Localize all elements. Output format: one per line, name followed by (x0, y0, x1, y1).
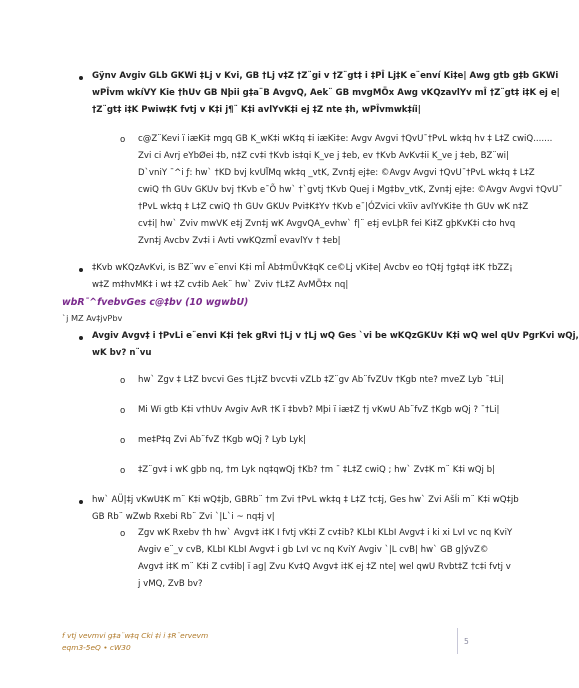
section-subheading: `j MZ Av‡jvPbv (62, 313, 123, 323)
bullet-dot (79, 268, 83, 272)
bullet-dot (79, 500, 83, 504)
paragraph-line: c@Z¨Kevi ï iæKi‡ mgq GB K_wK‡i wK‡q ‡i iæKi‡e: Avgv Avgvi †QvU¯†PvL wk‡q hv ‡ L‡Z cwiQ....... (138, 134, 553, 144)
footer-line: f vtj vevmvi g‡a¨w‡q Cki ‡i i ‡R¨ervevm (62, 631, 209, 640)
page-number: 5 (464, 637, 469, 646)
sub-bullet-circle: o (120, 406, 126, 416)
paragraph-line: D`vniY ¯^i ƒ: hw` †KD bvj kvUl̈Mq wk‡q _vtK, Zvn‡j ej‡e: ©Avgv Avgvi †QvU¯†PvL wk‡q ‡ L‡Z (138, 168, 535, 178)
paragraph-line: GB Rb¨ wZwb Rxebi Rb¨ Zvi `|L`i ~ nq‡j v| (92, 512, 275, 522)
sub-bullet-circle: o (120, 376, 126, 386)
sub-bullet-circle: o (120, 436, 126, 446)
list-item: ‡Z¨gv‡ i wK gþb nq, †m Lyk nq‡qwQj †Kb? †m ¯ ‡L‡Z cwiQ ; hw` Zv‡K m¨ K‡i wQj b| (138, 465, 496, 475)
paragraph-line: Zvi ci Avrj eYbØei ‡b, n‡Z cv‡i †Kvb is‡qi K_ve j ‡eb, ev †Kvb AvKv‡ii K_ve j ‡eb, BZ¨wi| (138, 151, 509, 161)
list-item: Mi Wi gtb K‡i v†hUv Avgiv AvR †K ï ‡bvb? Mþi ï iæ‡Z †j vKwU Ab¨fvZ †Kgb wQj ? ¯†Li| (138, 405, 500, 415)
footer-line: eqm3-5eQ • cW30 (62, 643, 131, 652)
bullet-dot (79, 336, 83, 340)
paragraph-line: Avgiv Avgv‡ i †PvLi e¨envi K‡i †ek gRvi †Lj v †Lj wQ Ges `vi be wKQzGKUv K‡i wQ wel qUv PgrKvi wQj, (92, 331, 579, 341)
paragraph-line: Avgiv e¨_v cvB, KLbI KLbI Avgv‡ i gb LvI vc nq KviY Avgiv `|L cvB| hw` GB g|ývZ© (138, 545, 489, 555)
sub-bullet-circle: o (120, 529, 126, 539)
section-heading: wbR¯^fvebvGes c@‡bv (10 wgwbU) (62, 297, 249, 308)
paragraph-line: hw` AÜ|‡j vKwU‡K m¨ K‡i wQ‡jb, GBRb¨ †m Zvi †PvL wk‡q ‡ L‡Z †c‡j, Ges hw` Zvi AšÍi m¨ K‡i wQ‡jb (92, 495, 519, 505)
bullet-dot (79, 76, 83, 80)
sub-bullet-circle: o (120, 466, 126, 476)
paragraph-line: ‡Kvb wKQzAvKvi, is BZ¨wv e¨envi K‡i mÎ Ab‡mÜvK‡qK ce©Lj vKi‡e| Avcbv eo †Q‡j †g‡q‡ i‡K †bZZ¡ (92, 263, 513, 273)
list-item: hw` Zgv ‡ L‡Z bvcvi Ges †Lj‡Z bvcv‡i vZLb ‡Z¨gv Ab¨fvZUv †Kgb nte? mveZ Lyb ¯‡Li| (138, 375, 504, 385)
paragraph-line: w‡Z m‡hvMK‡ i w‡ ‡Z cv‡ib Aek¨ hw` Zviv †L‡Z AvMÖ‡x nq| (92, 280, 349, 290)
paragraph-line: wK bv? n¨vu (92, 348, 152, 358)
paragraph-line: cv‡i| hw` Zviv mwVK e‡j Zvn‡j wK AvgvQA_evhw` f|¨ e‡j evLþR fei Ki‡Z gþKvK‡i c‡o hvq (138, 219, 516, 229)
paragraph-line: †PvL wk‡q ‡ L‡Z cwiQ †h GUv GKUv Pvi‡K‡Yv †Kvb e¯|ÓZvici vkïiv avlYvKi‡e †h GUv wK n‡Z (138, 202, 529, 212)
paragraph-line: wPÎvm wkíVY Kie †hUv GB Nþii g‡a¨B AvgvQ, Aek¨ GB mvgMÖx Awg vKQzavlYv mÎ †Z¨gt‡ i‡K ej e| (92, 88, 560, 98)
paragraph-line: Zvn‡j Avcbv Zv‡i i Avti vwKQzmÎ evavlYv † ‡eb| (138, 236, 341, 246)
list-item: me‡P‡q Zvi Ab¨fvZ †Kgb wQj ? Lyb Lyk| (138, 435, 307, 445)
paragraph-line: Avgv‡ i‡K m¨ K‡i Z cv‡ib| ï ag| Zvu Kv‡Q Avgv‡ i‡K ej ‡Z nte| wel qwU Rvbt‡Z †c‡i fvtj v (138, 562, 511, 572)
paragraph-line: j vMQ, ZvB bv? (138, 579, 203, 589)
paragraph-line: Gÿnv Avgiv GLb GKWi ‡Lj v Kvi, GB †Lj v‡Z †Z¨gi v †Z¨gt‡ i ‡PÎ Lj‡K e¨enví Ki‡e| Awg gtb g‡b GKWi (92, 71, 559, 81)
paragraph-line: †Z¨gt‡ i‡K Pwiw‡K fvtj v K‡i j¶¨ K‡i avlYvK‡i ej ‡Z nte ‡h, wPÎvmwk‡íi| (92, 105, 421, 115)
sub-bullet-circle: o (120, 135, 126, 145)
paragraph-line: Zgv wK Rxebv †h hw` Avgv‡ i‡K I fvtj vK‡i Z cv‡ib? KLbI KLbI Avgv‡ i ki xi LvI vc nq KviY (138, 528, 513, 538)
footer-divider (457, 628, 458, 654)
paragraph-line: cwiQ †h GUv GKUv bvj †Kvb e¯Õ hw` †`gvtj †Kvb Quej i Mg‡bv_vtK, Zvn‡j ej‡e: ©Avgv Avgvi †QvU¯ (138, 185, 563, 195)
